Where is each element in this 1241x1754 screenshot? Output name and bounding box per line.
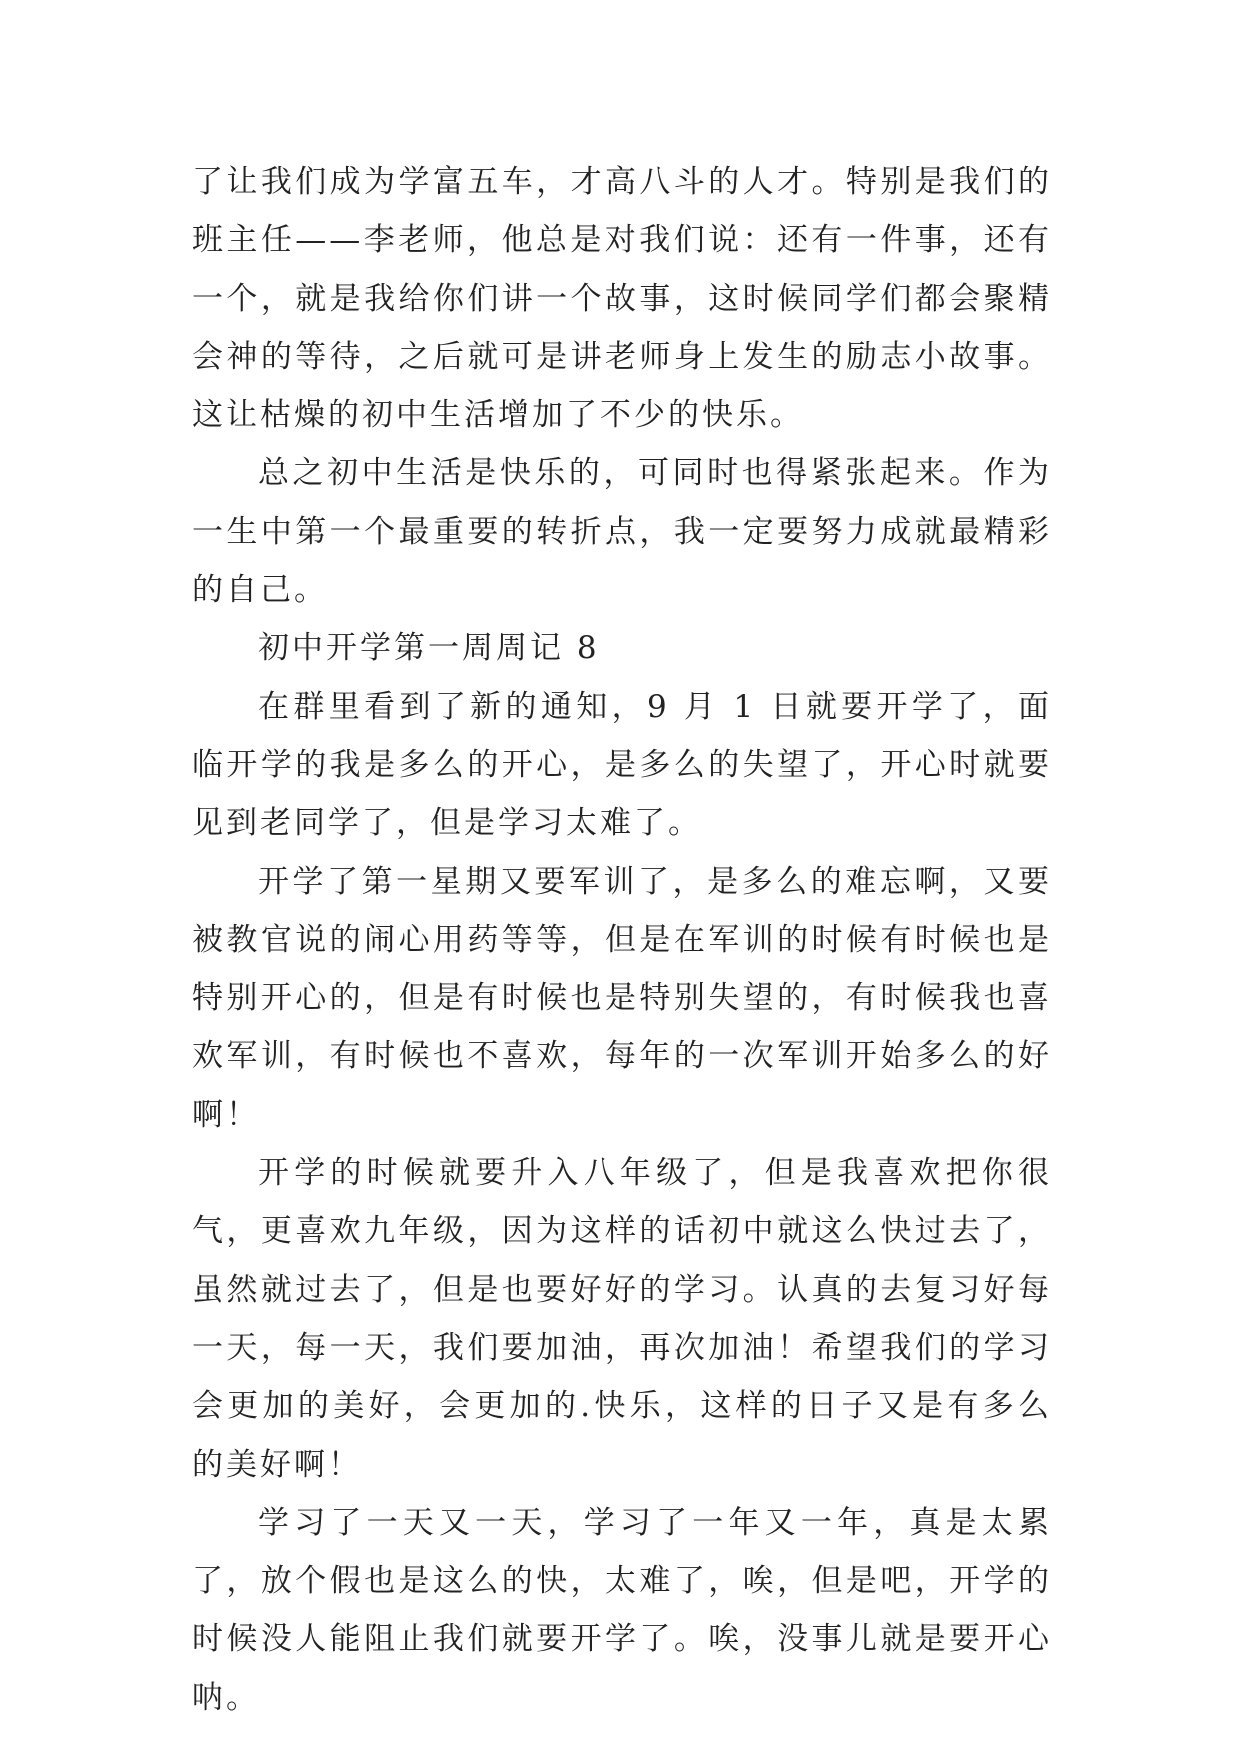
section-heading: 初中开学第一周周记 8 [258, 630, 600, 667]
paragraph: 开学的时候就要升入八年级了，但是我喜欢把你很气，更喜欢九年级，因为这样的话初中就这么快过去了，虽然就过去了，但是也要好好的学习。认真的去复习好每一天，每一天，我们要加油，再次加油！希望我们的学习会更加的美好，会更加的.快乐，这样的日子又是有多么的美好啊！ [192, 1155, 1052, 1483]
paragraph-continued: 了让我们成为学富五车，才高八斗的人才。特别是我们的班主任——李老师，他总是对我们说：还有一件事，还有一个，就是我给你们讲一个故事，这时候同学们都会聚精会神的等待，之后就可是讲老师身上发生的励志小故事。这让枯燥的初中生活增加了不少的快乐。 [192, 164, 1052, 434]
paragraph: 学习了一天又一天，学习了一年又一年，真是太累了，放个假也是这么的快，太难了，唉，但是吧，开学的时候没人能阻止我们就要开学了。唉，没事儿就是要开心呐。 [192, 1504, 1052, 1716]
paragraph: 开学了第一星期又要军训了，是多么的难忘啊，又要被教官说的闹心用药等等，但是在军训的时候有时候也是特别开心的，但是有时候也是特别失望的，有时候我也喜欢军训，有时候也不喜欢，每年的一次军训开始多么的好啊！ [192, 863, 1052, 1133]
paragraph: 在群里看到了新的通知，9 月 1 日就要开学了，面临开学的我是多么的开心，是多么的失望了，开心时就要见到老同学了，但是学习太难了。 [192, 688, 1052, 842]
document-body [192, 153, 1052, 1727]
paragraph-conclusion: 总之初中生活是快乐的，可同时也得紧张起来。作为一生中第一个最重要的转折点，我一定要努力成就最精彩的自己。 [192, 455, 1052, 609]
